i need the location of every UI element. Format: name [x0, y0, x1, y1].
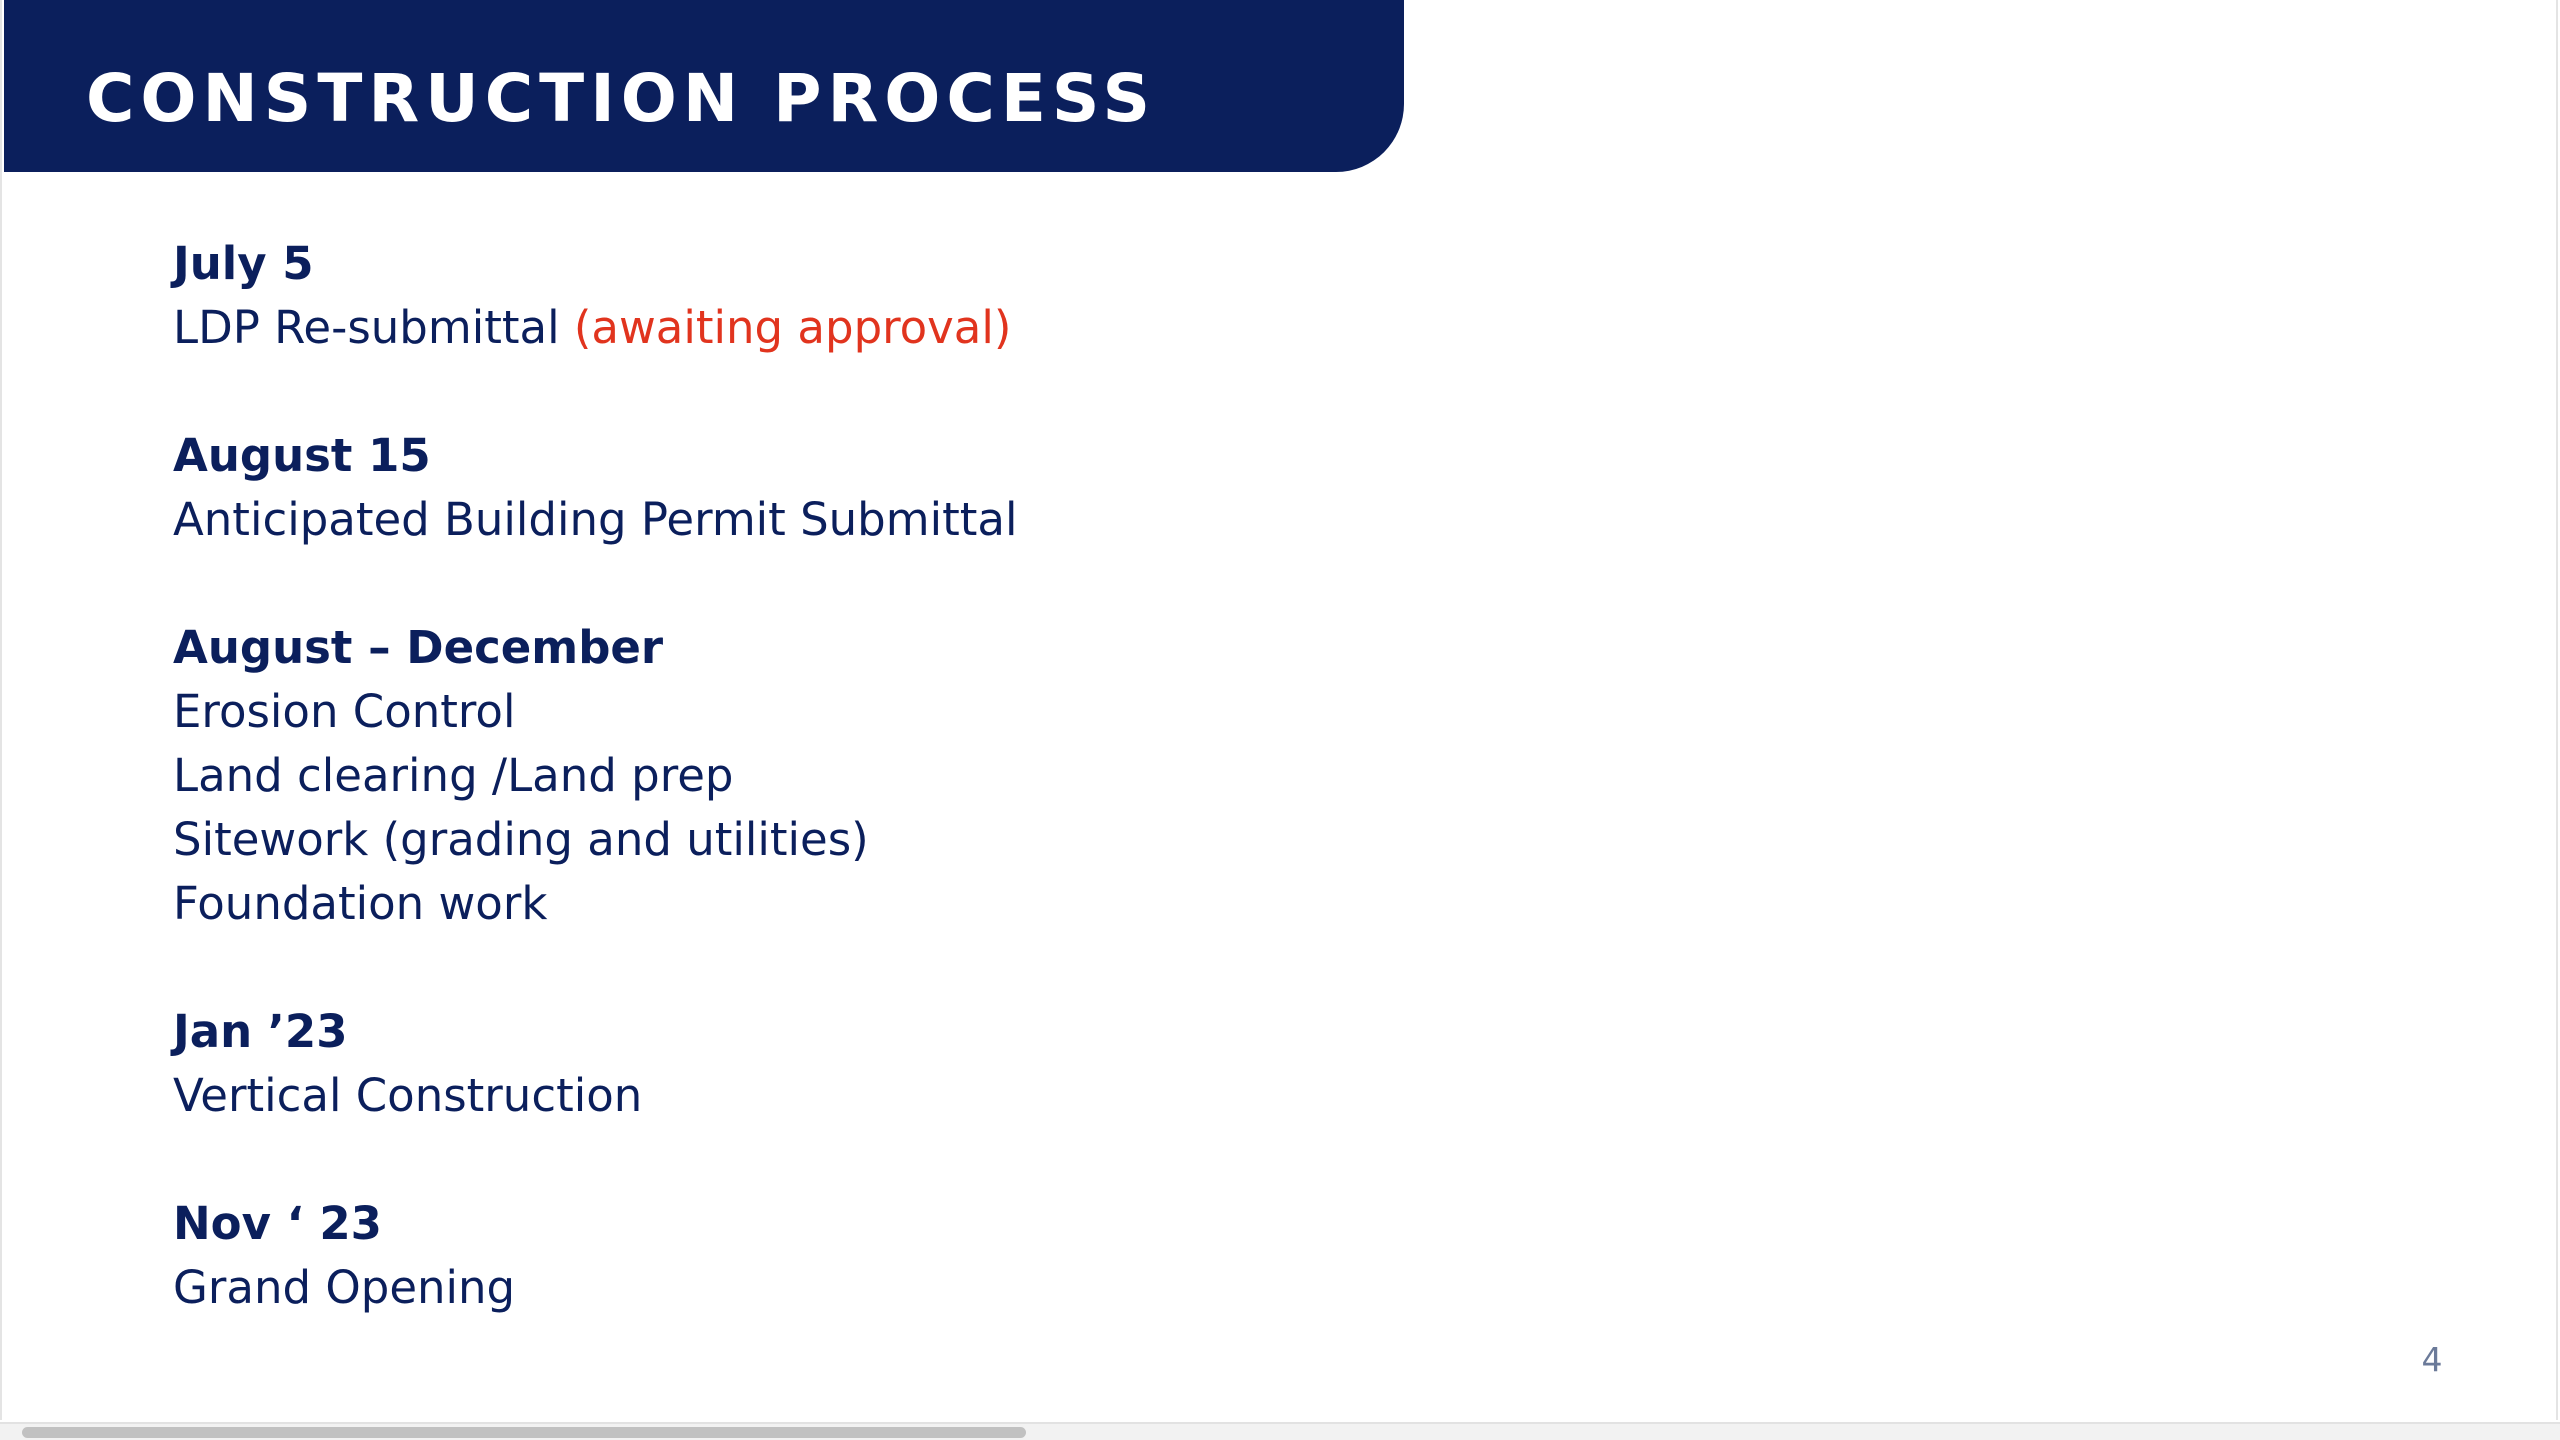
milestone-date: August 15: [173, 429, 431, 482]
milestone-date: July 5: [173, 237, 314, 290]
milestone-august-15: [173, 424, 2073, 552]
title-banner: [4, 0, 1404, 172]
milestone-item: Sitework (grading and utilities): [173, 813, 869, 866]
milestone-item: Foundation work: [173, 877, 548, 930]
milestone-item: Grand Opening: [173, 1261, 516, 1314]
milestone-jan-23: [173, 1000, 2073, 1128]
milestone-item: Anticipated Building Permit Submittal: [173, 493, 1018, 546]
slide-title: CONSTRUCTION PROCESS: [86, 60, 1157, 137]
page-number: 4: [2421, 1340, 2443, 1379]
milestone-nov-23: [173, 1192, 2073, 1320]
milestone-date: Jan ’23: [173, 1005, 348, 1058]
timeline: [173, 232, 2073, 1384]
status-note: (awaiting approval): [573, 301, 1012, 354]
milestone-date: Nov ‘ 23: [173, 1197, 382, 1250]
scrollbar-thumb[interactable]: [22, 1427, 1026, 1438]
milestone-item: Vertical Construction: [173, 1069, 643, 1122]
milestone-item-text: LDP Re-submittal: [173, 301, 574, 354]
milestone-date: August – December: [173, 621, 664, 674]
milestone-item: [173, 296, 2073, 360]
milestone-item: Erosion Control: [173, 685, 516, 738]
milestone-july-5: [173, 232, 2073, 360]
milestone-august-december: [173, 616, 2073, 936]
milestone-item: Land clearing /Land prep: [173, 749, 734, 802]
